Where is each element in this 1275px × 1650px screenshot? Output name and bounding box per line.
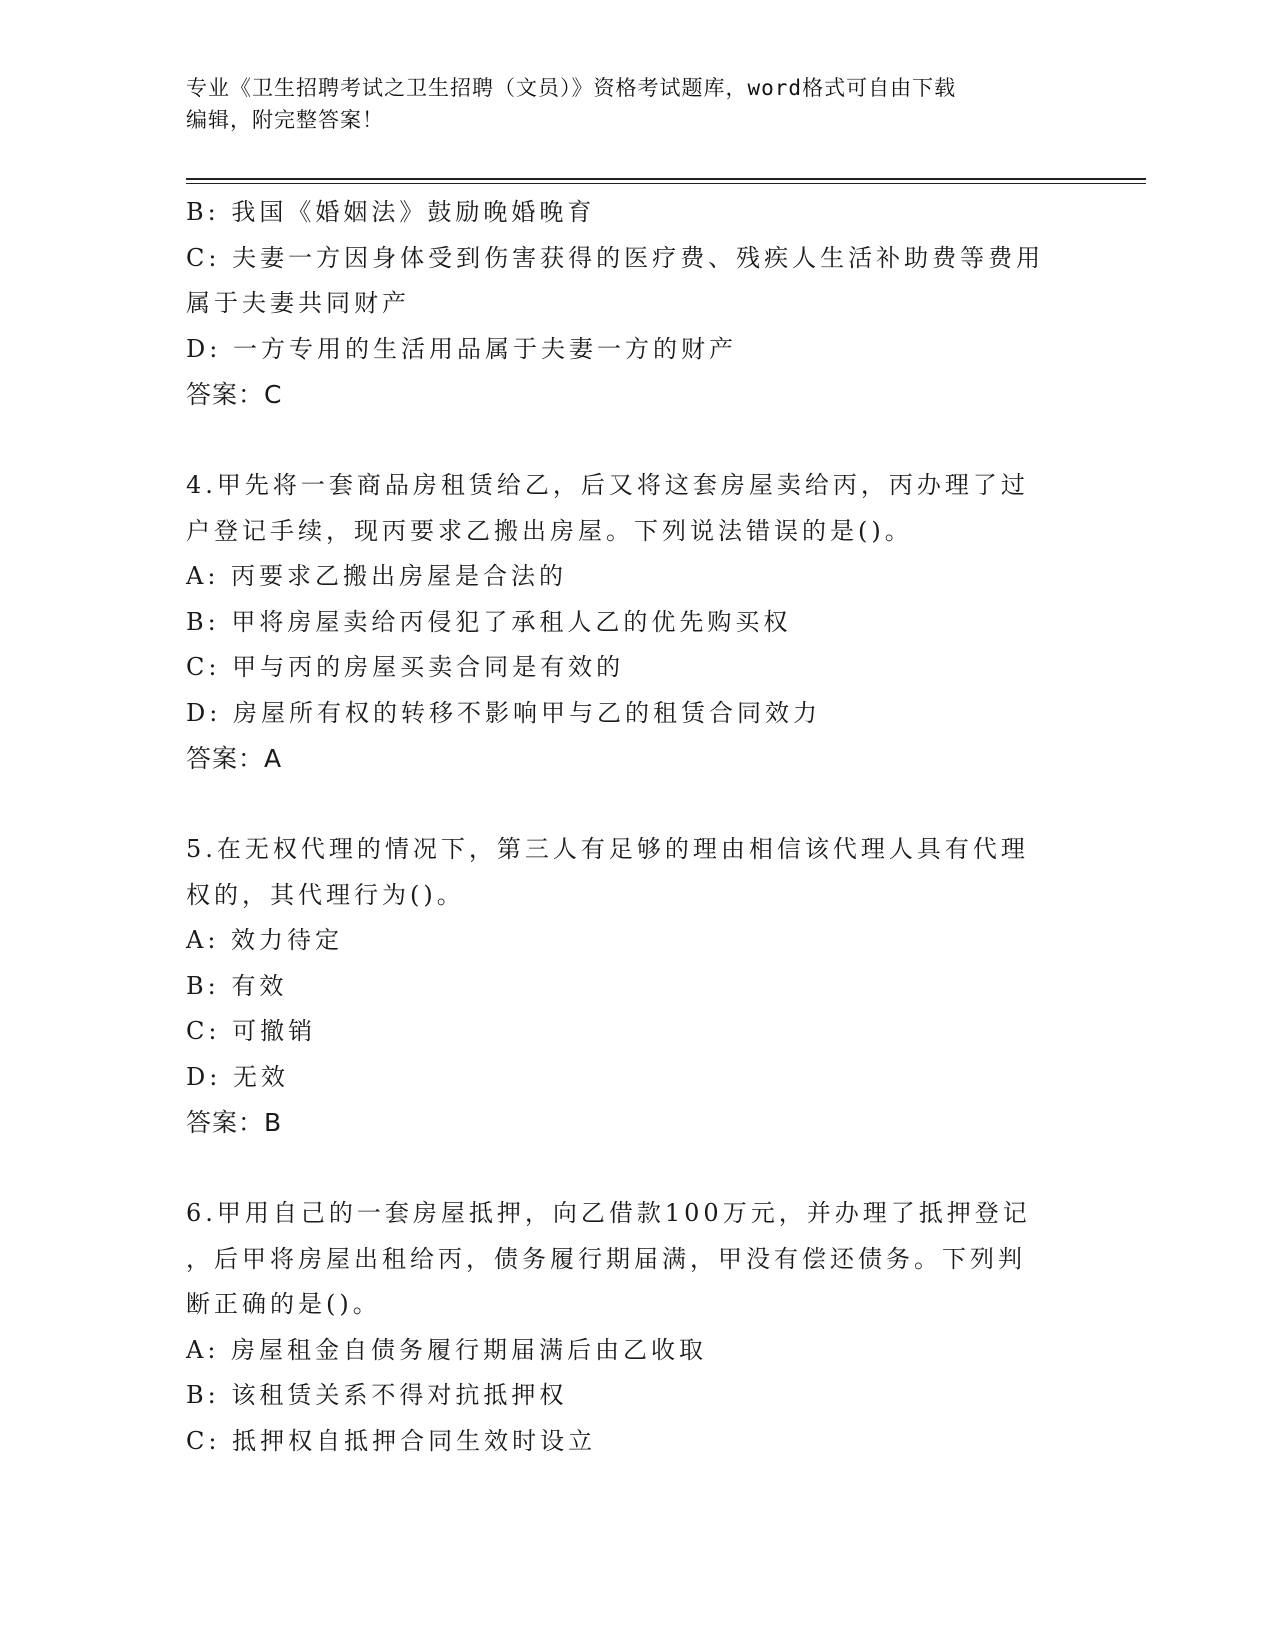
- option-b: B: 该租赁关系不得对抗抵押权: [186, 1381, 568, 1409]
- option-c: C: 甲与丙的房屋买卖合同是有效的: [186, 653, 625, 681]
- question-stem: 5.在无权代理的情况下，第三人有足够的理由相信该代理人具有代理: [186, 835, 1029, 863]
- header-rule-thick: [186, 178, 1146, 180]
- option-a: A: 房屋租金自债务履行期届满后由乙收取: [186, 1335, 708, 1364]
- question-stem-continued: ，后甲将房屋出租给丙，债务履行期届满，甲没有偿还债务。下列判: [186, 1244, 1026, 1273]
- option-a: A: 丙要求乙搬出房屋是合法的: [186, 562, 568, 590]
- option-d: D: 无效: [186, 1062, 289, 1091]
- answer: 答案：C: [186, 380, 283, 409]
- option-c: C: 抵押权自抵押合同生效时设立: [186, 1426, 597, 1455]
- question-list: [186, 190, 1066, 1464]
- spacer: [186, 418, 1066, 464]
- option-b: B: 有效: [186, 971, 288, 1000]
- question-6: [186, 1191, 1066, 1464]
- header-rule-thin: [186, 183, 1146, 184]
- option-d: D: 一方专用的生活用品属于夫妻一方的财产: [186, 334, 737, 363]
- spacer: [186, 1146, 1066, 1192]
- question-stem-continued: 权的，其代理行为()。: [186, 880, 465, 909]
- question-stem: 4.甲先将一套商品房租赁给乙，后又将这套房屋卖给丙，丙办理了过: [186, 471, 1029, 499]
- option-c: C: 夫妻一方因身体受到伤害获得的医疗费、残疾人生活补助费等费用: [186, 243, 1045, 272]
- option-d: D: 房屋所有权的转移不影响甲与乙的租赁合同效力: [186, 698, 821, 727]
- answer: 答案：B: [186, 1108, 283, 1137]
- header-line-2: 编辑，附完整答案！: [186, 108, 384, 132]
- question-stem-continued: 户登记手续，现丙要求乙搬出房屋。下列说法错误的是()。: [186, 516, 913, 545]
- question-4: [186, 463, 1066, 782]
- option-b: B: 甲将房屋卖给丙侵犯了承租人乙的优先购买权: [186, 607, 792, 636]
- question-stem-continued: 断正确的是()。: [186, 1290, 381, 1318]
- question-5: [186, 827, 1066, 1146]
- option-c-continued: 属于夫妻共同财产: [186, 289, 410, 317]
- header-line-1: 专业《卫生招聘考试之卫生招聘（文员）》资格考试题库，word格式可自由下载: [186, 76, 957, 100]
- page-header: [186, 72, 1066, 136]
- option-b: B: 我国《婚姻法》鼓励晚婚晚育: [186, 198, 596, 226]
- option-c: C: 可撤销: [186, 1017, 317, 1045]
- option-a: A: 效力待定: [186, 926, 344, 954]
- spacer: [186, 782, 1066, 828]
- question-stem: 6.甲用自己的一套房屋抵押，向乙借款100万元，并办理了抵押登记: [186, 1199, 1031, 1227]
- question-3-tail: [186, 190, 1066, 418]
- answer: 答案：A: [186, 744, 283, 773]
